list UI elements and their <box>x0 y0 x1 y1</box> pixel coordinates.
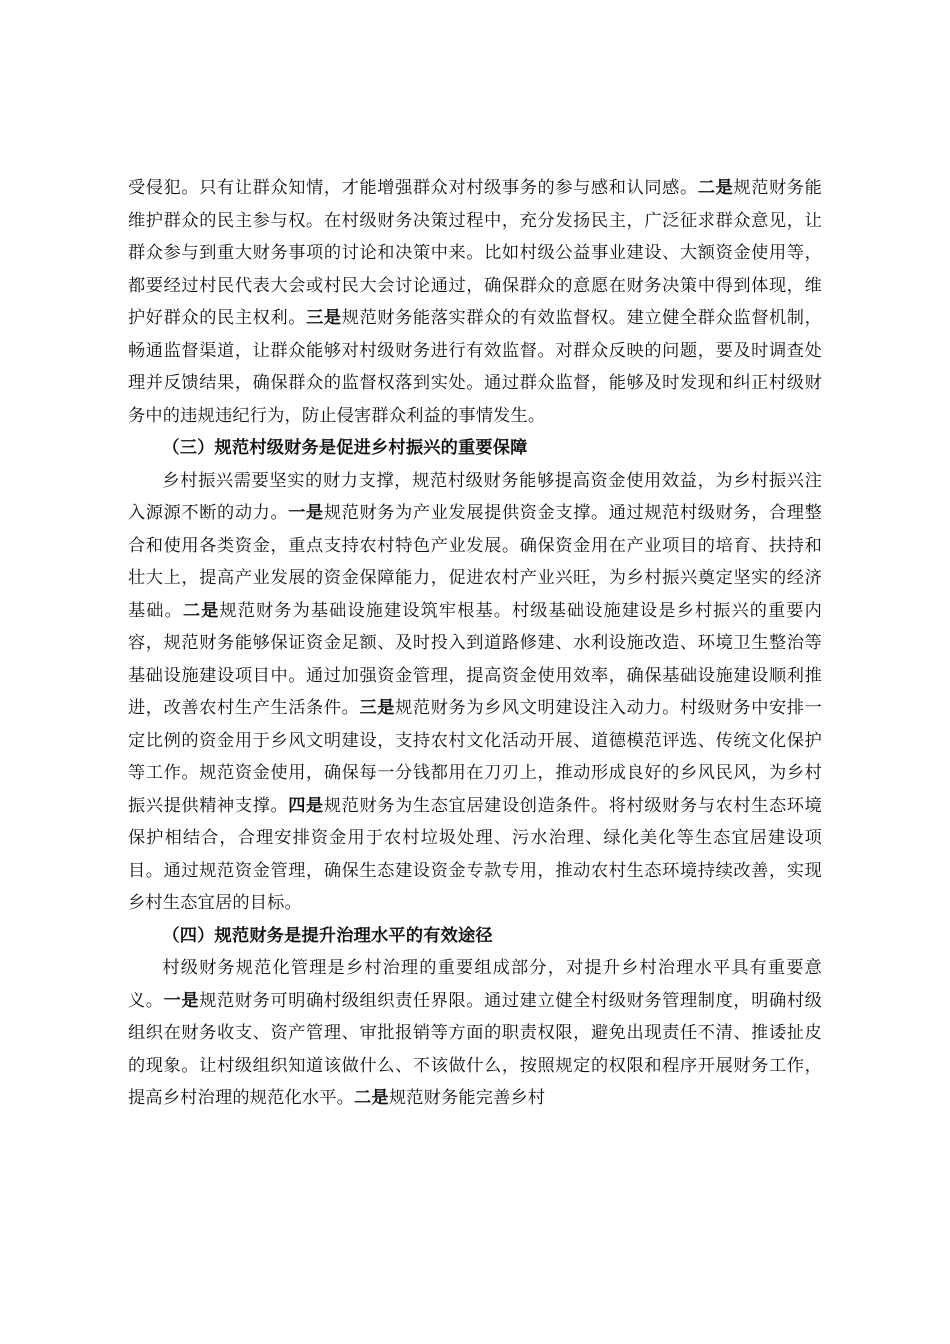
paragraph-text: 规范财务能完善乡村 <box>388 1088 546 1108</box>
paragraph-text: 规范财务能维护群众的民主参与权。在村级财务决策过程中，充分发扬民主，广泛征求群众意见，让群众参与到重大财务事项的讨论和决策中来。比如村级公益事业建设、大额资金使用等，都要经过村民代表大会或村民大会讨论通过，确保群众的意愿在财务决策中得到体现，维护好群众的民主权利。 <box>128 178 822 328</box>
paragraph-text: 规范财务能落实群众的有效监督权。建立健全群众监督机制，畅通监督渠道，让群众能够对村级财务进行有效监督。对群众反映的问题，要及时调查处理并反馈结果，确保群众的监督权落到实处。通过群众监督，能够及时发现和纠正村级财务中的违规违纪行为，防止侵害群众利益的事情发生。 <box>128 308 823 426</box>
paragraph-text: 规范财务为基础设施建设筑牢根基。村级基础设施建设是乡村振兴的重要内容，规范财务能够保证资金足额、及时投入到道路修建、水利设施改造、环境卫生整治等基础设施建设项目中。通过加强资金管理，提高资金使用效率，确保基础设施建设顺利推进，改善农村生产生活条件。 <box>128 600 822 718</box>
paragraph-text: 村级财务规范化管理是乡村治理的重要组成部分，对提升乡村治理水平具有重要意义。 <box>128 958 822 1011</box>
paragraph-rural-revitalization <box>128 465 822 920</box>
document-page <box>128 172 822 1115</box>
bold-marker: 二是 <box>182 600 220 621</box>
paragraph-text: 规范财务为产业发展提供资金支撑。通过规范村级财务，合理整合和使用各类资金，重点支持农村特色产业发展。确保资金用在产业项目的培育、扶持和壮大上，提高产业发展的资金保障能力，促进农村产业兴旺，为乡村振兴奠定坚实的经济基础。 <box>128 503 822 621</box>
section-heading-3: （三）规范村级财务是促进乡村振兴的重要保障 <box>162 438 528 458</box>
paragraph-text: 规范财务为生态宜居建设创造条件。将村级财务与农村生态环境保护相结合，合理安排资金用于农村垃圾处理、污水治理、绿化美化等生态宜居建设项目。通过规范资金管理，确保生态建设资金专款专用，推动农村生态环境持续改善，实现乡村生态宜居的目标。 <box>128 795 822 913</box>
bold-marker: 二是 <box>697 178 734 198</box>
bold-marker: 三是 <box>359 698 396 718</box>
paragraph-text: 乡村振兴需要坚实的财力支撑，规范村级财务能够提高资金使用效益，为乡村振兴注入源源不断的动力。 <box>128 470 822 523</box>
paragraph-governance <box>128 952 822 1115</box>
bold-marker: 二是 <box>354 1088 389 1108</box>
bold-marker: 四是 <box>288 795 324 816</box>
section-heading-4: （四）规范财务是提升治理水平的有效途径 <box>162 925 493 946</box>
paragraph-text: 规范财务为乡风文明建设注入动力。村级财务中安排一定比例的资金用于乡风文明建设，支持农村文化活动开展、道德模范评选、传统文化保护等工作。规范资金使用，确保每一分钱都用在刀刃上，推动形成良好的乡风民风，为乡村振兴提供精神支撑。 <box>128 698 822 816</box>
bold-marker: 三是 <box>306 308 342 328</box>
bold-marker: 一是 <box>163 990 200 1011</box>
paragraph-text: 规范财务可明确村级组织责任界限。通过建立健全村级财务管理制度，明确村级组织在财务收支、资产管理、审批报销等方面的职责权限，避免出现责任不清、推诿扯皮的现象。让村级组织知道该做什么、不该做什么，按照规定的权限和程序开展财务工作，提高乡村治理的规范化水平。 <box>128 990 823 1108</box>
paragraph-text: 受侵犯。只有让群众知情，才能增强群众对村级事务的参与感和认同感。 <box>128 178 698 198</box>
paragraph-masses-rights <box>128 172 822 432</box>
bold-marker: 一是 <box>288 503 324 523</box>
